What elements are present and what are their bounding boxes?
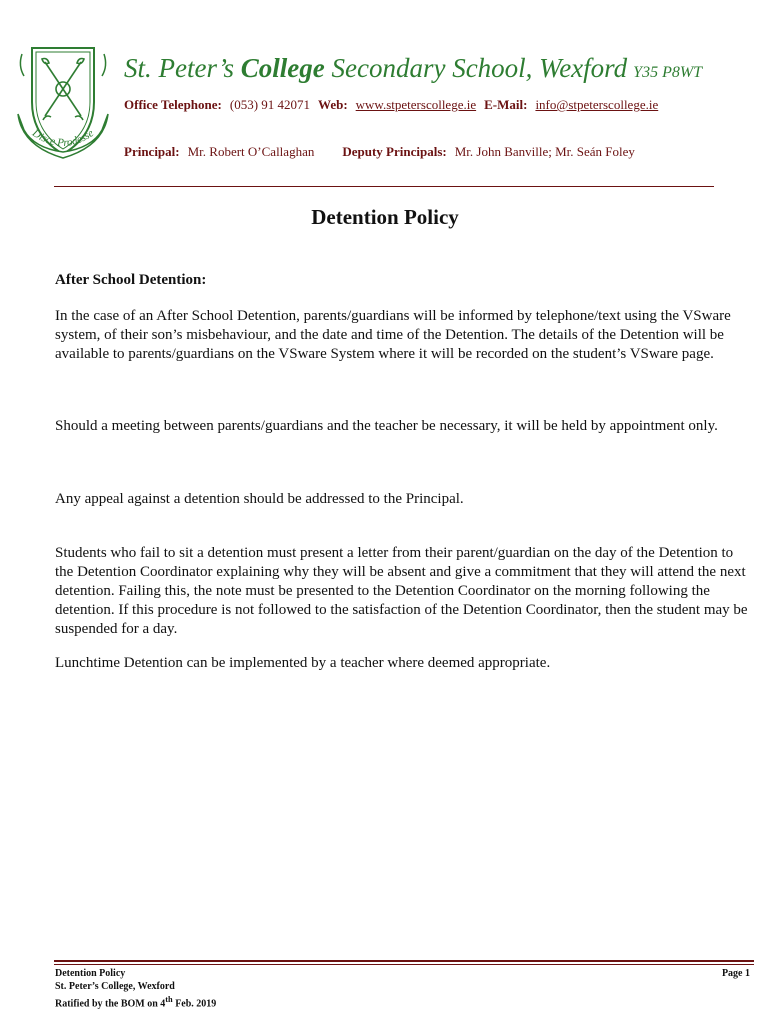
paragraph-absence: Students who fail to sit a detention must present a letter from their parent/guardian on the day of the Detention to the Detention Coordinator explaining why they will be absent and give a commitment that they will attend the next detention. Failing this, the note must be presented to the Detention Coordinator on the morning following the detention. If this procedure is not followed to the satisfaction of the Detention Coordinator, then the student may be suspended for a day. [55, 545, 748, 637]
footer-divider-thin [54, 964, 754, 965]
school-crest-logo [12, 40, 114, 164]
email-label: E-Mail: [484, 97, 528, 112]
eircode: Y35 P8WT [633, 64, 703, 81]
paragraph-lunchtime: Lunchtime Detention can be implemented by a teacher where deemed appropriate. [55, 655, 551, 671]
document-title: Detention Policy [311, 205, 459, 229]
staff-line [124, 144, 635, 160]
school-name-suffix: Secondary School, Wexford [324, 53, 628, 83]
header-divider [54, 186, 714, 187]
footer-divider [54, 960, 754, 962]
page-number: Page 1 [721, 968, 750, 979]
footer-info [55, 967, 216, 1010]
web-label: Web: [318, 97, 348, 112]
school-name-bold: College [240, 53, 325, 83]
deputy-principals-label: Deputy Principals: [342, 144, 447, 159]
crest-motto: Disce Prodesse [29, 127, 96, 150]
footer-ratified-line: Ratified by the BOM on 4th Feb. 2019 [55, 995, 217, 1010]
web-link[interactable]: www.stpeterscollege.ie [355, 97, 477, 112]
paragraph-appeal: Any appeal against a detention should be addressed to the Principal. [55, 491, 464, 507]
school-name-prefix: St. Peter’s [124, 53, 241, 83]
section-heading: After School Detention: [55, 272, 207, 288]
email-link[interactable]: info@stpeterscollege.ie [535, 97, 659, 112]
footer-document-name: Detention Policy [55, 968, 126, 979]
paragraph-notification: In the case of an After School Detention, parents/guardians will be informed by telephone/text using the VSware system, of their son’s misbehaviour, and the date and time of the Detention. The details of the Detention will be available to parents/guardians on the VSware System where it will be recorded on the student’s VSware page. [55, 308, 731, 362]
school-name [124, 50, 702, 91]
office-telephone-value: (053) 91 42071 [229, 97, 311, 112]
footer-school-name: St. Peter’s College, Wexford [55, 981, 175, 992]
principal-name: Mr. Robert O’Callaghan [187, 144, 315, 159]
contact-line [124, 97, 658, 113]
office-telephone-label: Office Telephone: [124, 97, 222, 112]
deputy-principals-names: Mr. John Banville; Mr. Seán Foley [454, 144, 635, 159]
paragraph-meeting: Should a meeting between parents/guardians and the teacher be necessary, it will be held by appointment only. [55, 418, 718, 434]
principal-label: Principal: [124, 144, 180, 159]
